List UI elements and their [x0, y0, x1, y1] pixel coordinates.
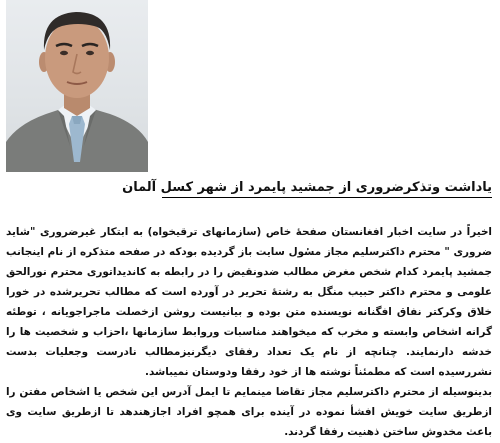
article-body [6, 222, 492, 442]
author-portrait [6, 0, 148, 172]
article-paragraph: بدینوسیله از محترم داکترسلیم مجاز تقاضا مینمایم تا ایمل آدرس این شخص یا اشخاص مفتن را ازطریق سایت خویش افشأ نموده در آینده برای همچو افراد اجازهندهد تا ازطریق سایت وی باعث مخدوش ساختن ذهنیت رفقا گردند. [6, 386, 492, 438]
portrait-image [6, 0, 148, 172]
article-title: یاداشت وتذکرضروری از جمشید پایمرد از شهر کسل آلمان [162, 180, 492, 198]
article-paragraph: اخیراً در سایت اخبار افغانستان صفحهٔ خاص (سازمانهای ترقیخواه) به ابتکار غیرضروری "شاید ضروری " محترم داکترسلیم مجاز مسٔول سایت باز گردیده بودکه در صفحه متذکره از نام اینجانب جمشید پایمرد کدام شخص مغرض مطالب ضدونقیض را در رابطه به کاندیداتوری محترم نورالحق علومی و محترم داکتر حبیب منگل به رشتهٔ تحریر در آورده است که مطالب تحریرشده در خورا خلاق وکرکتر نفاق افگنانه نویسنده متن بوده و بیانیست روشن ازخصلت ماجراجویانه ، توطئه گرانه اشخاص وابسته و مخرب که میخواهند مناسبات وروابط سازمانها ،احزاب و شخصیت ها را خدشه دارنمایند. چنانچه از نام یک تعداد رفقای دیگرنیزمطالب نادرست وجعلیات بدست نشررسیده است که مطمئناً نوشته ها از خود رفقا ودوستان نمیباشد. [6, 226, 492, 378]
